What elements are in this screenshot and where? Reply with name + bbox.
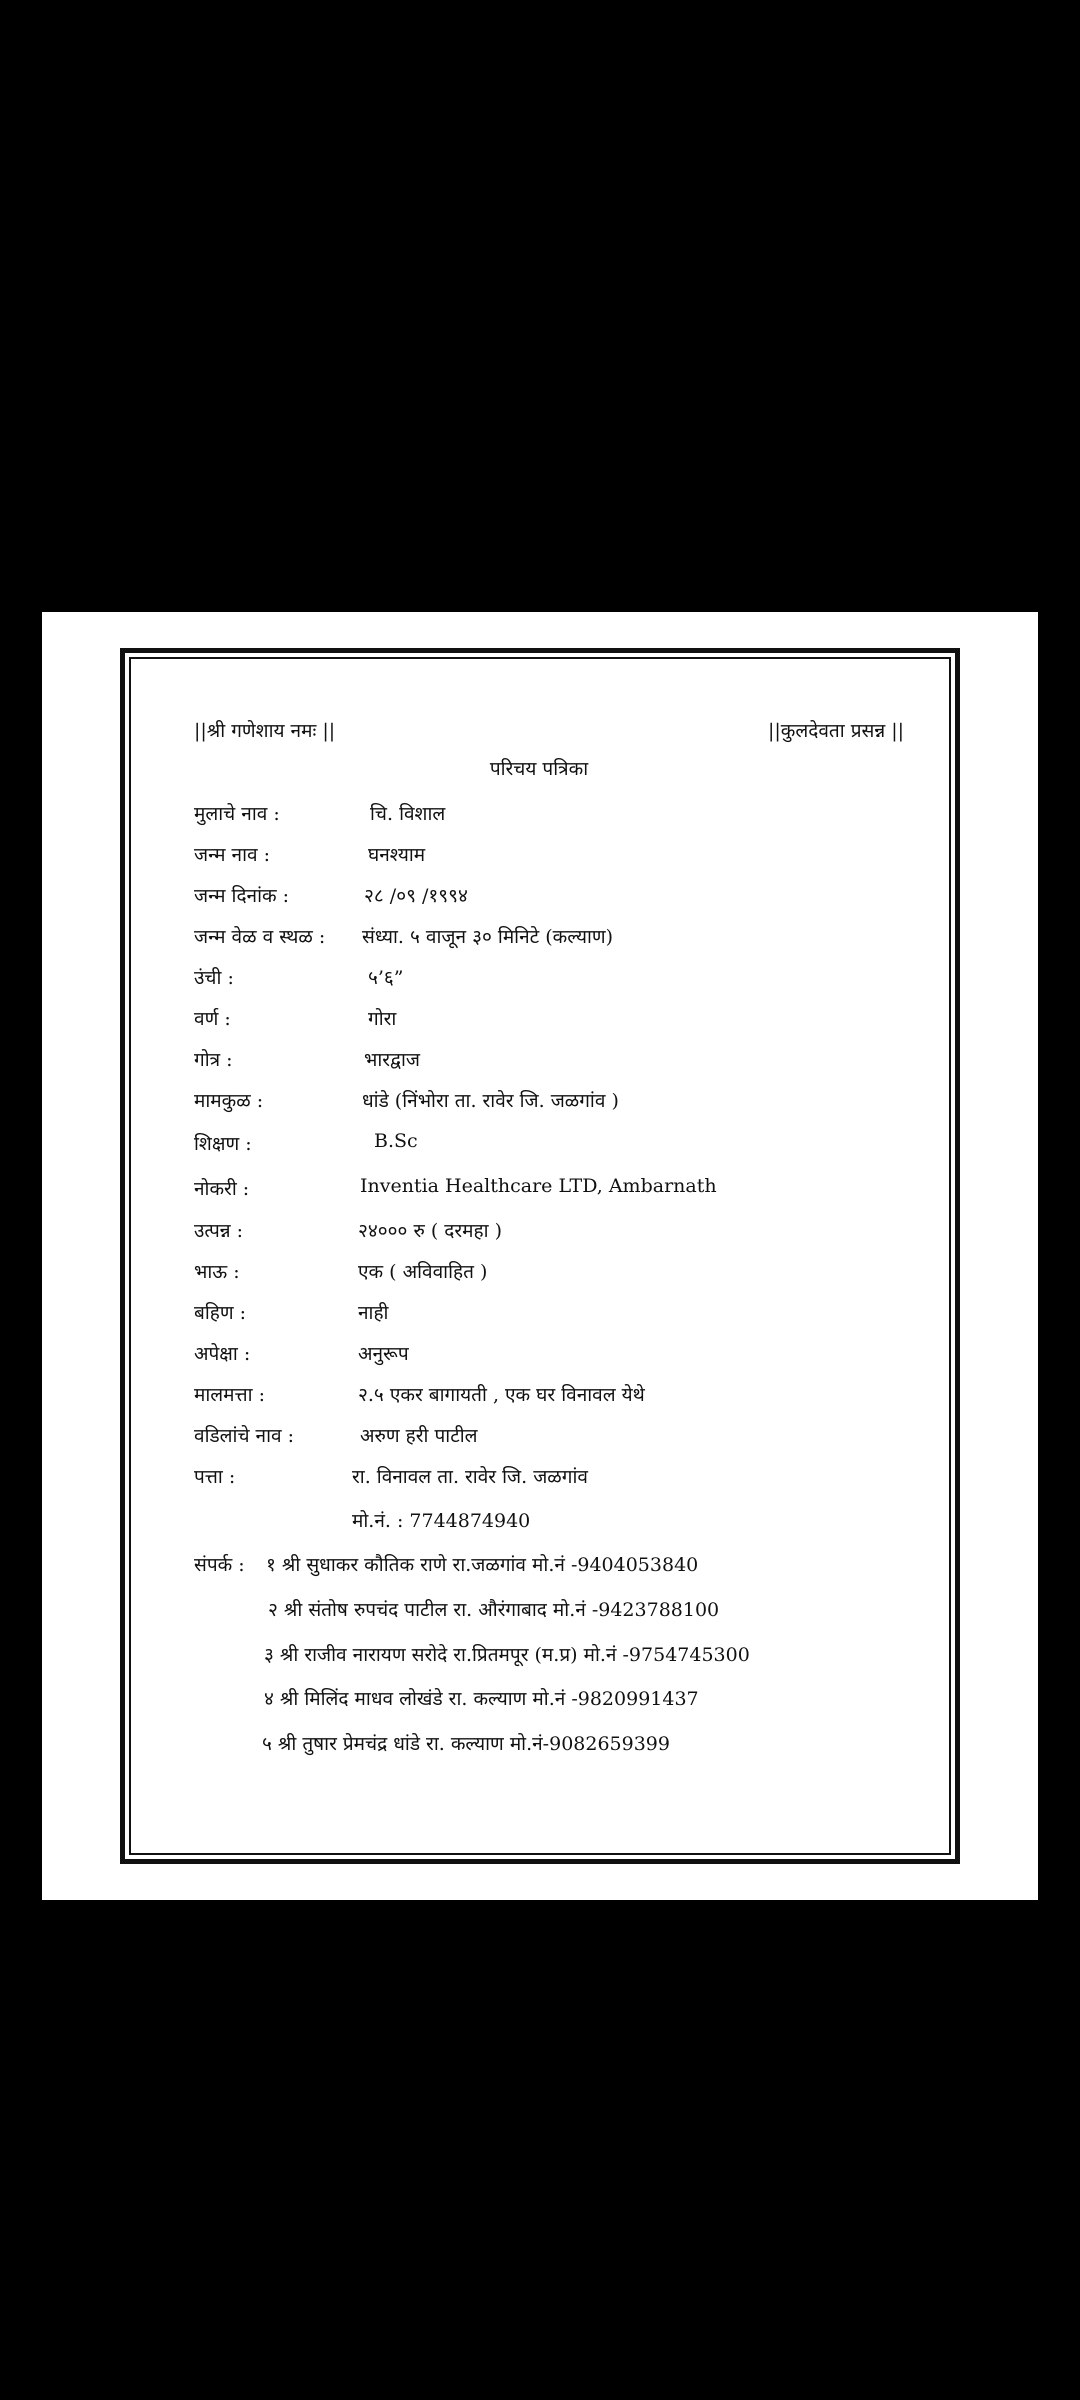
field-label: अपेक्षा : [194, 1343, 251, 1365]
field-value: गोरा [368, 1008, 397, 1030]
field-label: उंची : [194, 967, 234, 989]
field-value: २४००० रु ( दरमहा ) [358, 1220, 502, 1242]
field-label: जन्म नाव : [194, 844, 271, 866]
field-label: नोकरी : [194, 1178, 250, 1200]
field-value: नाही [358, 1302, 389, 1324]
field-value: ५’६” [368, 967, 404, 989]
field-value: धांडे (निंभोरा ता. रावेर जि. जळगांव ) [362, 1090, 619, 1112]
field-label: पत्ता : [194, 1466, 236, 1488]
field-label: गोत्र : [194, 1049, 233, 1071]
field-label: भाऊ : [194, 1261, 240, 1283]
contacts-label: संपर्क : [194, 1554, 245, 1576]
contact-item: २ श्री संतोष रुपचंद पाटील रा. औरंगाबाद मो.नं -9423788100 [268, 1599, 720, 1621]
field-value: २.५ एकर बागायती , एक घर विनावल येथे [358, 1384, 645, 1406]
inner-border [129, 657, 951, 1855]
biodata-content [194, 717, 934, 1755]
field-label: वडिलांचे नाव : [194, 1425, 295, 1447]
field-label: मालमत्ता : [194, 1384, 266, 1406]
field-value: एक ( अविवाहित ) [358, 1261, 488, 1283]
field-value: संध्या. ५ वाजून ३० मिनिटे (कल्याण) [362, 926, 614, 948]
field-label: जन्म वेळ व स्थळ : [194, 926, 326, 948]
field-value: B.Sc [374, 1130, 418, 1152]
field-label: बहिण : [194, 1302, 247, 1324]
field-value: भारद्वाज [364, 1049, 420, 1071]
contact-item: ५ श्री तुषार प्रेमचंद्र धांडे रा. कल्याण मो.नं-9082659399 [262, 1733, 670, 1755]
field-value: अरुण हरी पाटील [360, 1425, 478, 1447]
double-border-frame [120, 648, 960, 1864]
document-title: परिचय पत्रिका [489, 758, 589, 780]
field-value: रा. विनावल ता. रावेर जि. जळगांव [352, 1466, 588, 1488]
contact-item: ४ श्री मिलिंद माधव लोखंडे रा. कल्याण मो.नं -9820991437 [264, 1688, 699, 1710]
field-value: घनश्याम [368, 844, 426, 866]
field-label: जन्म दिनांक : [194, 885, 290, 907]
ganesh-blessing: ||श्री गणेशाय नमः || [194, 720, 336, 742]
field-label: वर्ण : [194, 1008, 231, 1030]
contact-item: ३ श्री राजीव नारायण सरोदे रा.प्रितमपूर (म.प्र) मो.नं -9754745300 [264, 1644, 750, 1666]
field-value: अनुरूप [358, 1343, 409, 1365]
kuldevta-blessing: ||कुलदेवता प्रसन्न || [768, 720, 905, 742]
field-value: चि. विशाल [370, 803, 446, 825]
field-value: Inventia Healthcare LTD, Ambarnath [360, 1175, 717, 1197]
field-label: मुलाचे नाव : [194, 803, 280, 825]
header-row [194, 717, 934, 751]
field-label: मामकुळ : [194, 1090, 264, 1112]
field-value: २८ /०९ /१९९४ [364, 885, 468, 907]
mobile-number: मो.नं. : 7744874940 [352, 1510, 531, 1532]
field-label: उत्पन्न : [194, 1220, 244, 1242]
field-label: शिक्षण : [194, 1133, 252, 1155]
contact-item: १ श्री सुधाकर कौतिक राणे रा.जळगांव मो.नं -9404053840 [266, 1554, 699, 1576]
document-page [42, 612, 1038, 1900]
